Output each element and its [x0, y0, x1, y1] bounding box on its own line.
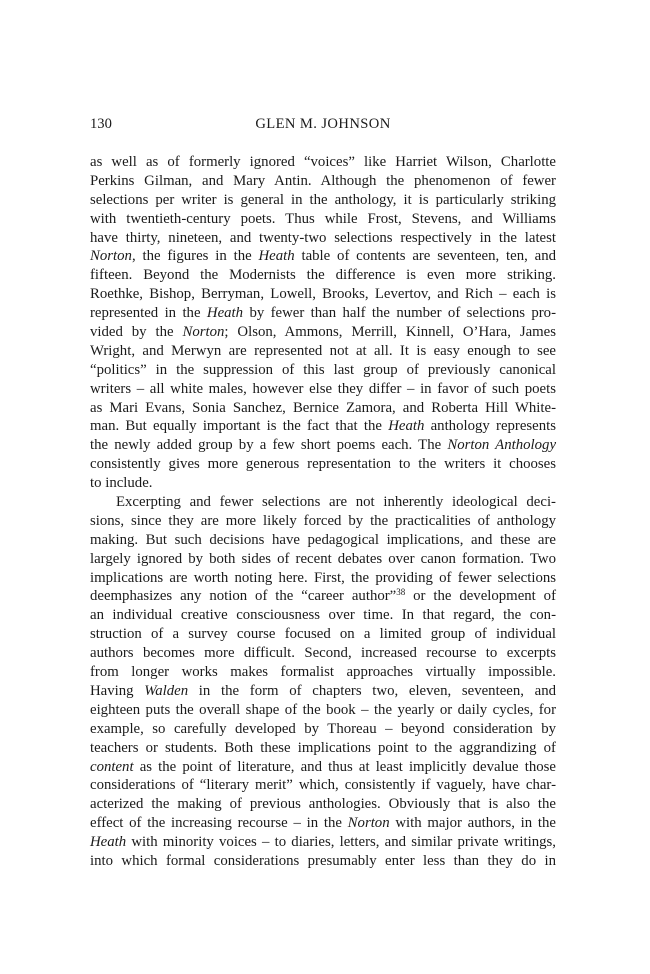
text-line — [90, 210, 556, 229]
text-run: , the figures in the — [131, 248, 259, 265]
text-run: vided by the — [90, 324, 183, 341]
text-run: fifteen. Beyond the Modernists the difference is even more striking. — [90, 267, 556, 284]
text-line — [90, 172, 556, 191]
text-run: authors becomes more difficult. Second, increased recourse to excerpts — [90, 645, 556, 662]
text-line — [90, 682, 556, 701]
italic-text: Heath — [388, 418, 425, 435]
text-run: represented in the — [90, 305, 207, 322]
text-run: with major authors, in the — [389, 815, 556, 832]
text-run: acterized the making of previous anthologies. Obviously that is also the — [90, 796, 556, 813]
text-run: in the form of chapters two, eleven, seventeen, and — [188, 682, 556, 699]
text-run: man. But equally important is the fact that the — [90, 418, 389, 435]
text-run: making. But such decisions have pedagogical implications, and these are — [90, 531, 556, 548]
italic-text: Heath — [90, 834, 127, 851]
text-run: as well as of formerly ignored “voices” like Harriet Wilson, Charlotte — [90, 154, 556, 170]
text-line — [90, 399, 556, 418]
text-run: Perkins Gilman, and Mary Antin. Although the phenomenon of fewer — [90, 172, 556, 189]
running-title: GLEN M. JOHNSON — [255, 116, 391, 132]
text-line — [90, 455, 556, 474]
italic-text: Norton Anthology — [447, 437, 557, 454]
page-number: 130 — [90, 116, 112, 132]
text-line — [90, 644, 556, 663]
text-line — [90, 606, 556, 625]
text-line — [90, 701, 556, 720]
body-text — [90, 153, 556, 871]
text-line — [90, 550, 556, 569]
text-run: struction of a survey course focused on a limited group of individual — [90, 626, 556, 643]
text-run: the newly added group by a few short poems each. The — [90, 437, 448, 454]
text-run: with minority voices – to diaries, letters, and similar private writings, — [126, 834, 556, 851]
text-run: Roethke, Bishop, Berryman, Lowell, Brooks, Levertov, and Rich – each is — [90, 286, 556, 303]
italic-text: content — [90, 758, 134, 775]
text-run: implications are worth noting here. First, the providing of fewer selections — [90, 569, 556, 586]
text-run: to include. — [90, 475, 153, 492]
text-run: selections per writer is general in the anthology, it is particularly striking — [90, 191, 556, 208]
text-run: anthology represents — [424, 418, 557, 435]
text-run: Excerpting and fewer selections are not inherently ideological deci- — [116, 494, 556, 511]
text-line — [90, 266, 556, 285]
text-run: ; Olson, Ammons, Merrill, Kinnell, O’Hara, James — [224, 324, 556, 341]
text-line — [90, 417, 556, 436]
text-line — [90, 531, 556, 550]
text-line — [90, 569, 556, 588]
text-run: example, so carefully developed by Thoreau – beyond consideration by — [90, 720, 556, 737]
text-line — [90, 229, 556, 248]
text-run: consistently gives more generous representation to the writers it chooses — [90, 456, 556, 473]
text-line — [90, 380, 556, 399]
text-run: as the point of literature, and thus at least implicitly devalue those — [133, 758, 556, 775]
text-run: teachers or students. Both these implications point to the aggrandizing of — [90, 739, 556, 756]
italic-text: Norton — [90, 248, 132, 265]
text-run: table of contents are seventeen, ten, and — [294, 248, 557, 265]
text-line — [90, 436, 556, 455]
text-run: writers – all white males, however else they differ – in favor of such poets — [90, 380, 556, 397]
paragraph — [90, 493, 556, 871]
text-line — [90, 342, 556, 361]
text-line — [90, 587, 556, 606]
text-line — [90, 285, 556, 304]
text-line — [90, 153, 556, 172]
text-run: “politics” in the suppression of this last group of previously canonical — [90, 361, 556, 378]
text-line — [90, 474, 556, 493]
text-line — [90, 739, 556, 758]
text-line — [90, 833, 556, 852]
text-line — [90, 795, 556, 814]
paragraph — [90, 153, 556, 493]
text-line — [90, 304, 556, 323]
text-run: with twentieth-century poets. Thus while Frost, Stevens, and Williams — [90, 210, 556, 227]
text-run: as Mari Evans, Sonia Sanchez, Bernice Zamora, and Roberta Hill White- — [90, 399, 556, 416]
italic-text: Heath — [206, 305, 244, 322]
text-run: Having — [90, 682, 145, 699]
text-line — [90, 776, 556, 795]
text-run: into which formal considerations presumably enter less than they do in — [90, 852, 556, 869]
text-run: from longer works makes formalist approaches virtually impossible. — [90, 664, 556, 681]
text-line — [90, 493, 556, 512]
running-head — [90, 114, 556, 134]
text-run: an individual creative consciousness over time. In that regard, the con- — [90, 607, 556, 624]
text-line — [90, 720, 556, 739]
text-run: eighteen puts the overall shape of the book – the yearly or daily cycles, for — [90, 701, 556, 718]
text-line — [90, 247, 556, 266]
text-run: have thirty, nineteen, and twenty-two selections respectively in the latest — [90, 229, 556, 246]
text-line — [90, 323, 556, 342]
text-run: Wright, and Merwyn are represented not at all. It is easy enough to see — [90, 342, 556, 359]
text-line — [90, 852, 556, 871]
text-run: effect of the increasing recourse – in the — [90, 815, 348, 832]
text-line — [90, 625, 556, 644]
text-run: largely ignored by both sides of recent debates over canon formation. Two — [90, 550, 556, 567]
text-line — [90, 814, 556, 833]
text-run: by fewer than half the number of selections pro- — [243, 305, 556, 322]
text-line — [90, 361, 556, 380]
text-run: deemphasizes any notion of the “career author” — [90, 588, 397, 605]
text-line — [90, 512, 556, 531]
text-line — [90, 191, 556, 210]
text-line — [90, 663, 556, 682]
text-run: or the development of — [405, 588, 556, 605]
footnote-ref: 38 — [396, 587, 406, 598]
italic-text: Walden — [144, 682, 189, 699]
italic-text: Norton — [347, 815, 390, 832]
text-run: sions, since they are more likely forced by the practicalities of anthology — [90, 512, 556, 529]
italic-text: Heath — [258, 248, 295, 265]
text-run: considerations of “literary merit” which, consistently if vaguely, have char- — [90, 777, 556, 794]
text-line — [90, 758, 556, 777]
italic-text: Norton — [182, 324, 225, 341]
